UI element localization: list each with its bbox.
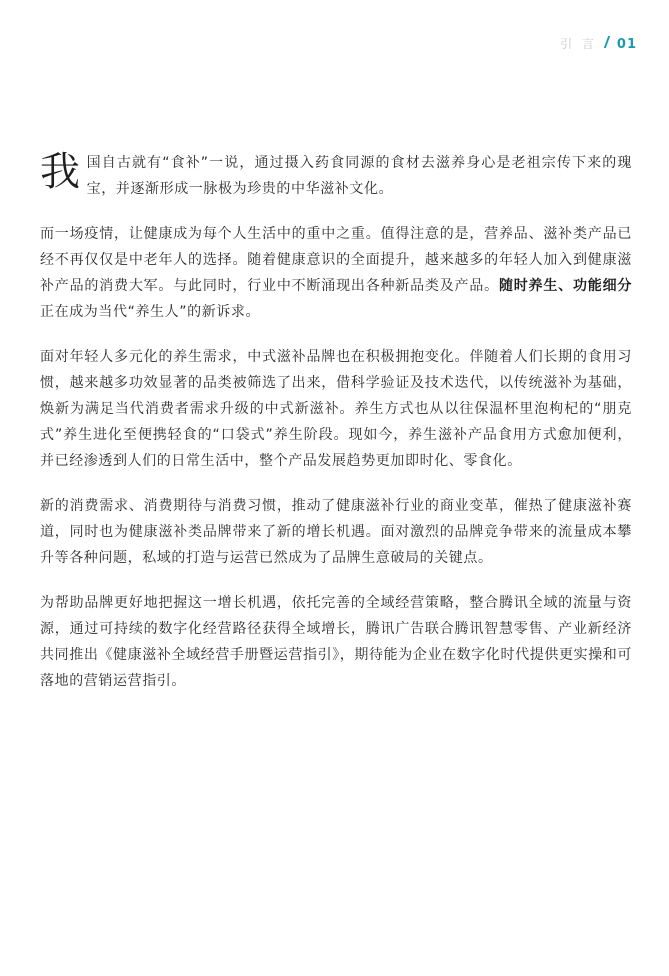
intro-paragraph (40, 132, 632, 202)
paragraph-young-consumers: 面对年轻人多元化的养生需求，中式滋补品牌也在积极拥抱变化。伴随着人们长期的食用习惯，越来越多功效显著的品类被筛选了出来，借科学验证及技术迭代，以传统滋补为基础，焕新为满足当代消费者需求升级的中式新滋补。养生方式也从以往保温杯里泡枸杞的“朋克式”养生进化至便携轻食的“口袋式”养生阶段。现如今，养生滋补产品食用方式愈加便利，并已经渗透到人们的日常生活中，整个产品发展趋势更加即时化、零食化。 (40, 349, 632, 469)
article-body (40, 132, 632, 713)
highlight-text: 随时养生、功能细分 (498, 278, 632, 294)
paragraph-pandemic-tail: 正在成为当代“养生人”的新诉求。 (40, 304, 261, 320)
page-number: 01 (616, 37, 637, 52)
intro-text: 国自古就有“食补”一说，通过摄入药食同源的食材去滋养身心是老祖宗传下来的瑰宝，并逐渐形成一脉极为珍贵的中华滋补文化。 (86, 155, 632, 197)
slash-divider (604, 36, 610, 48)
paragraph-pandemic (40, 221, 632, 325)
paragraph-business-change: 新的消费需求、消费期待与消费习惯，推动了健康滋补行业的商业变革，催热了健康滋补赛道，同时也为健康滋补类品牌带来了新的增长机遇。面对激烈的品牌竞争带来的流量成本攀升等各种问题，私域的打造与运营已然成为了品牌生意破局的关键点。 (40, 498, 632, 566)
paragraph-handbook: 为帮助品牌更好地把握这一增长机遇，依托完善的全域经营策略，整合腾讯全域的流量与资源，通过可持续的数字化经营路径获得全域增长，腾讯广告联合腾讯智慧零售、产业新经济共同推出《健康滋补全域经营手册暨运营指引》，期待能为企业在数字化时代提供更实操和可落地的营销运营指引。 (40, 595, 632, 689)
drop-cap: 我 (40, 149, 81, 195)
paragraph-pandemic-text: 而一场疫情，让健康成为每个人生活中的重中之重。值得注意的是，营养品、滋补类产品已经不再仅仅是中老年人的选择。随着健康意识的全面提升，越来越多的年轻人加入到健康滋补产品的消费大军。与此同时，行业中不断涌现出各种新品类及产品。 (40, 226, 632, 294)
page-header (560, 35, 637, 52)
section-label: 引 言 (560, 37, 597, 51)
